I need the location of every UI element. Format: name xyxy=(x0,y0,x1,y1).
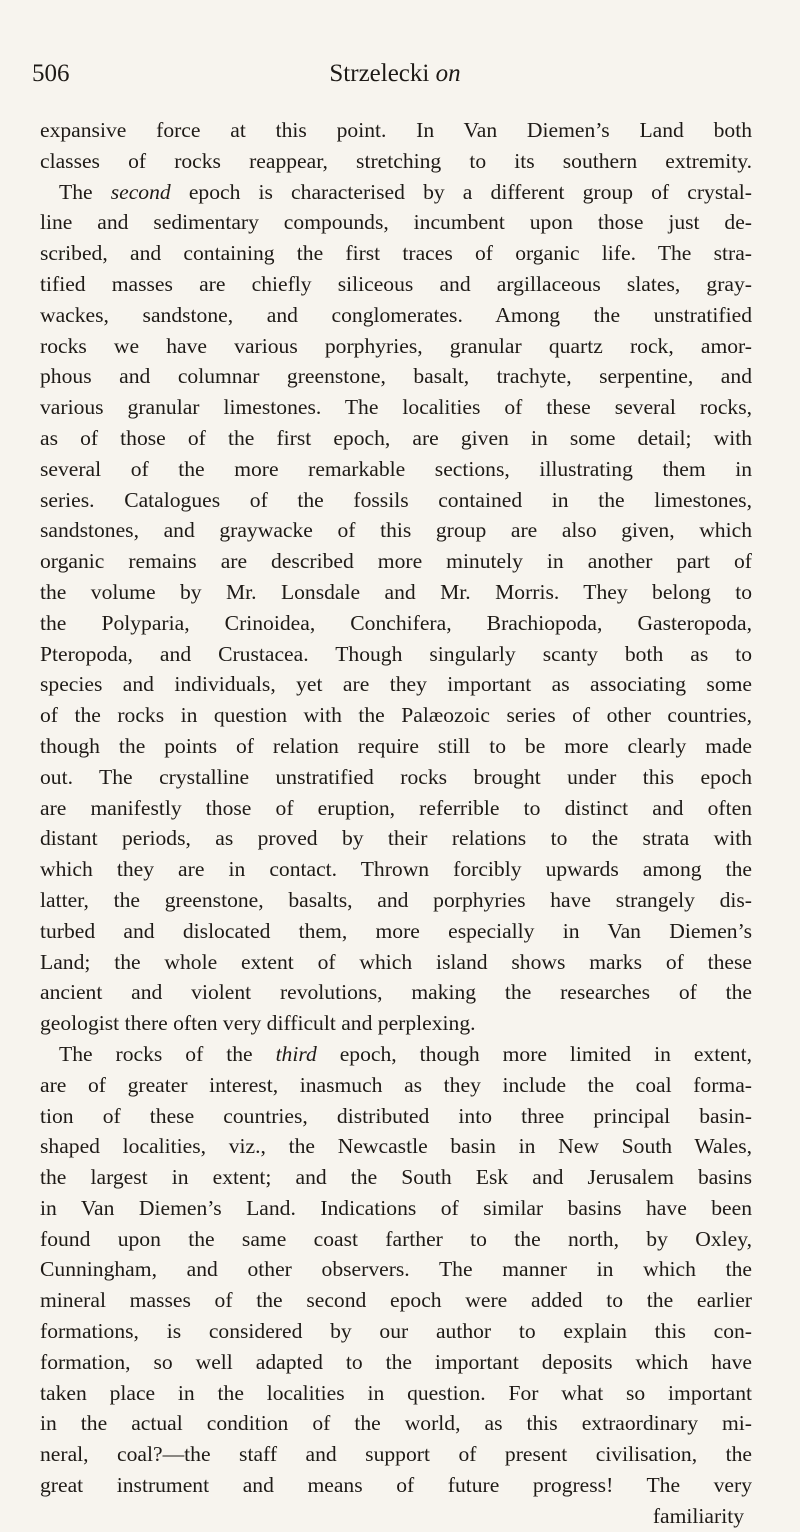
text-line: in Van Diemen’s Land. Indications of similar basins have been xyxy=(40,1195,752,1220)
text-line: species and individuals, yet are they important as associating some xyxy=(40,672,752,697)
text-line: Land; the whole extent of which island shows marks of these xyxy=(40,949,752,974)
text-line: which they are in contact. Thrown forcibly upwards among the xyxy=(40,857,752,882)
text-line: turbed and dislocated them, more especially in Van Diemen’s xyxy=(40,918,752,943)
catchword: familiarity xyxy=(652,1503,744,1528)
emphasis: third xyxy=(275,1041,317,1066)
text-line: several of the more remarkable sections, illustrating them in xyxy=(40,456,752,481)
text-line: geologist there often very difficult and perplexing. xyxy=(40,1011,476,1036)
text-line: various granular limestones. The localities of these several rocks, xyxy=(40,395,752,420)
text-line: the Polyparia, Crinoidea, Conchifera, Brachiopoda, Gasteropoda, xyxy=(40,610,752,635)
text-line: distant periods, as proved by their relations to the strata with xyxy=(40,826,752,851)
body-text xyxy=(40,115,752,1532)
text-line: sandstones, and graywacke of this group are also given, which xyxy=(40,518,752,543)
text-line: tified masses are chiefly siliceous and argillaceous slates, gray- xyxy=(40,271,752,296)
text-line: phous and columnar greenstone, basalt, trachyte, serpentine, and xyxy=(40,364,752,389)
text-line: of the rocks in question with the Palæozoic series of other countries, xyxy=(40,703,752,728)
text-line: latter, the greenstone, basalts, and porphyries have strangely dis- xyxy=(40,887,752,912)
text-line: are of greater interest, inasmuch as they include the coal forma- xyxy=(40,1072,752,1097)
text-line: scribed, and containing the first traces of organic life. The stra- xyxy=(40,241,752,266)
text-line: though the points of relation require still to be more clearly made xyxy=(40,733,752,758)
text-line: out. The crystalline unstratified rocks brought under this epoch xyxy=(40,764,752,789)
text-line: series. Catalogues of the fossils contained in the limestones, xyxy=(40,487,752,512)
text-line: found upon the same coast farther to the north, by Oxley, xyxy=(40,1226,752,1251)
text-line: as of those of the first epoch, are given in some detail; with xyxy=(40,425,752,450)
text-line: the volume by Mr. Lonsdale and Mr. Morris. They belong to xyxy=(40,579,752,604)
text-line: organic remains are described more minutely in another part of xyxy=(40,549,752,574)
text-line: taken place in the localities in question. For what so important xyxy=(40,1380,752,1405)
emphasis: second xyxy=(110,179,171,204)
text-line: great instrument and means of future progress! The very xyxy=(40,1473,752,1498)
text-line: are manifestly those of eruption, referrible to distinct and often xyxy=(40,795,752,820)
text-line: Pteropoda, and Crustacea. Though singularly scanty both as to xyxy=(40,641,752,666)
text-line: Cunningham, and other observers. The manner in which the xyxy=(40,1257,752,1282)
text-line: wackes, sandstone, and conglomerates. Among the unstratified xyxy=(40,302,752,327)
text-line: line and sedimentary compounds, incumbent upon those just de- xyxy=(40,210,752,235)
text-line: ancient and violent revolutions, making the researches of the xyxy=(40,980,752,1005)
text-line: rocks we have various porphyries, granular quartz rock, amor- xyxy=(40,333,752,358)
text-line: neral, coal?—the staff and support of present civilisation, the xyxy=(40,1442,752,1467)
text-line: formations, is considered by our author to explain this con- xyxy=(40,1319,752,1344)
text-line: the largest in extent; and the South Esk and Jerusalem basins xyxy=(40,1165,752,1190)
text-line: tion of these countries, distributed into three principal basin- xyxy=(40,1103,752,1128)
text-line: formation, so well adapted to the important deposits which have xyxy=(40,1349,752,1374)
text-line: classes of rocks reappear, stretching to its southern extremity. xyxy=(40,148,752,173)
running-head-name: Strzelecki xyxy=(329,60,430,87)
text-line: The second epoch is characterised by a different group of crystal- xyxy=(59,179,752,204)
page-number: 506 xyxy=(32,60,70,87)
running-head xyxy=(30,60,760,88)
text-line: The rocks of the third epoch, though more limited in extent, xyxy=(59,1041,752,1066)
text-line: expansive force at this point. In Van Diemen’s Land both xyxy=(40,118,752,142)
text-line: mineral masses of the second epoch were added to the earlier xyxy=(40,1288,752,1313)
text-line: shaped localities, viz., the Newcastle basin in New South Wales, xyxy=(40,1134,752,1159)
text-line: in the actual condition of the world, as this extraordinary mi- xyxy=(40,1411,752,1436)
page-header xyxy=(30,60,760,100)
running-head-italic: on xyxy=(435,60,461,87)
